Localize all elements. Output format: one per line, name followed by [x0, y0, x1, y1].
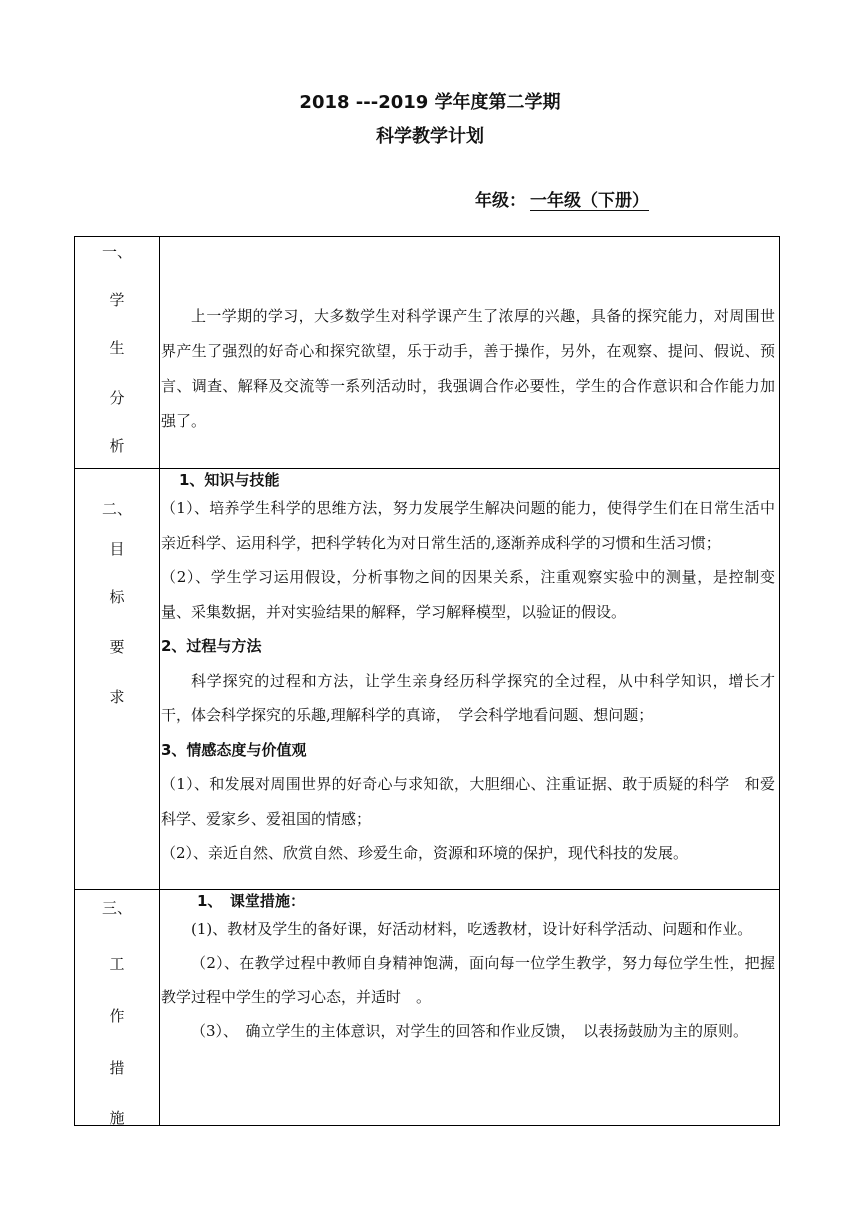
- section-content-measures: [161, 890, 775, 1048]
- paragraph: 科学探究的过程和方法，让学生亲身经历科学探究的全过程，从中科学知识，增长才干，体会科学探究的乐趣,理解科学的真谛， 学会科学地看问题、想问题；: [161, 671, 775, 724]
- paragraph: （2）、在教学过程中教师自身精神饱满，面向每一位学生教学，努力每位学生性，把握教学过程中学生的学习心态，并适时 。: [161, 954, 775, 1006]
- section-label-measures: [75, 889, 159, 1127]
- section-label-char: 一、: [101, 243, 132, 261]
- section-label-char: 分: [109, 389, 125, 407]
- paragraph: （1）、和发展对周围世界的好奇心与求知欲，大胆细心、注重证据、敢于质疑的科学 和爱科学、爱家乡、爱祖国的情感；: [161, 775, 775, 828]
- document-subtitle: 科学教学计划: [376, 126, 484, 147]
- paragraph: （2）、亲近自然、欣赏自然、珍爱生命，资源和环境的保护，现代科技的发展。: [161, 844, 689, 862]
- section-content-student-analysis: [161, 299, 775, 439]
- section-label-student-analysis: [75, 237, 159, 468]
- subheading: 2、过程与方法: [161, 637, 262, 655]
- section-label-char: 生: [109, 339, 125, 357]
- paragraph: （2）、学生学习运用假设，分析事物之间的因果关系，注重观察实验中的测量，是控制变量、采集数据，并对实验结果的解释，学习解释模型，以验证的假设。: [161, 568, 775, 621]
- section-label-char: 二、: [101, 500, 132, 518]
- paragraph: 上一学期的学习，大多数学生对科学课产生了浓厚的兴趣，具备的探究能力，对周围世界产生了强烈的好奇心和探究欲望，乐于动手，善于操作，另外，在观察、提问、假说、预言、调查、解释及交流等一系列活动时，我强调合作必要性，学生的合作意识和合作能力加强了。: [161, 307, 775, 430]
- paragraph: (1)、教材及学生的备好课，好活动材料，吃透教材，设计好科学活动、问题和作业。: [191, 920, 753, 938]
- section-label-char: 措: [109, 1059, 125, 1077]
- grade-line: [475, 186, 649, 211]
- section-label-char: 标: [109, 588, 125, 606]
- section-label-char: 作: [109, 1007, 125, 1025]
- document-title: 2018 ---2019 学年度第二学期: [299, 92, 561, 113]
- section-label-char: 求: [109, 688, 125, 706]
- column-divider: [159, 237, 160, 1125]
- section-label-char: 要: [109, 638, 125, 656]
- section-label-char: 学: [109, 291, 125, 309]
- subheading: 1、 课堂措施：: [197, 892, 305, 910]
- section-label-char: 析: [109, 437, 125, 455]
- grade-label: 年级：: [475, 191, 526, 211]
- grade-value: 一年级（下册）: [530, 191, 649, 211]
- section-label-char: 施: [109, 1109, 125, 1127]
- paragraph: （1）、培养学生科学的思维方法，努力发展学生解决问题的能力，使得学生们在日常生活中亲近科学、运用科学，把科学转化为对日常生活的,逐渐养成科学的习惯和生活习惯；: [161, 499, 775, 552]
- section-label-char: 目: [109, 540, 125, 558]
- section-label-char: 三、: [101, 899, 132, 917]
- subheading: 1、知识与技能: [179, 471, 280, 489]
- paragraph: （3）、 确立学生的主体意识，对学生的回答和作业反馈， 以表扬鼓励为主的原则。: [191, 1022, 749, 1040]
- subheading: 3、情感态度与价值观: [161, 740, 307, 759]
- section-content-goals: [161, 469, 775, 871]
- section-label-goals: [75, 468, 159, 889]
- plan-table: [74, 236, 780, 1126]
- section-label-char: 工: [109, 955, 125, 973]
